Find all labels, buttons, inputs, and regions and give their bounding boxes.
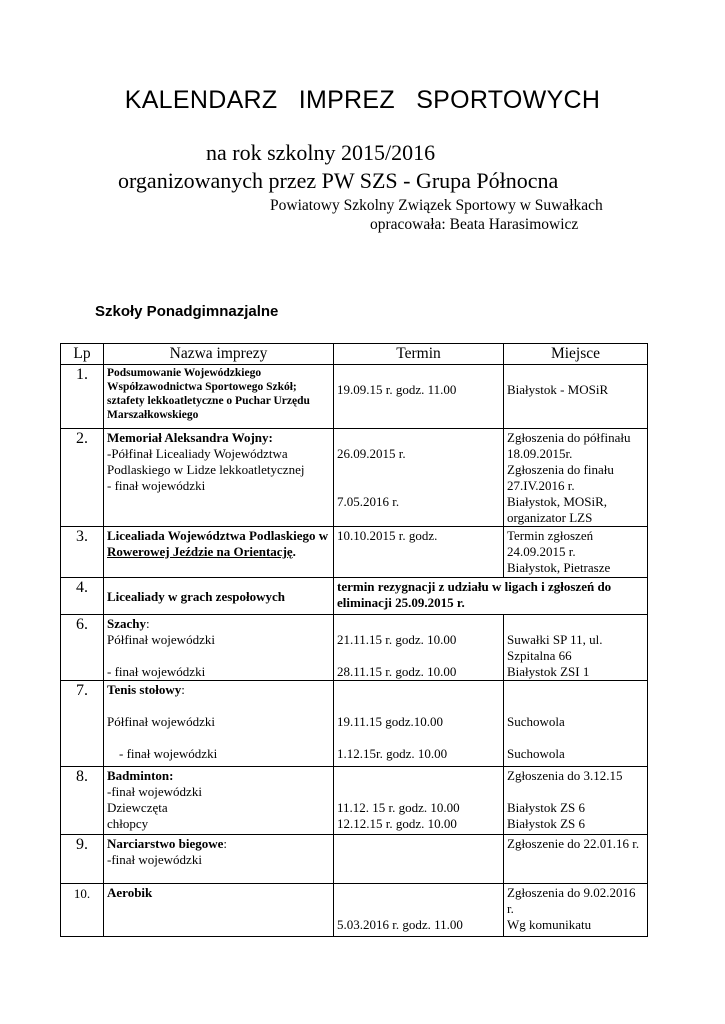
event-title-colon: :: [146, 616, 150, 631]
event-stage: Półfinał wojewódzki: [107, 632, 215, 647]
table-row: [61, 884, 648, 937]
term-value: 28.11.15 r. godz. 10.00: [337, 664, 457, 679]
place-value: Białystok, MOSiR, organizator LZS: [507, 494, 608, 525]
event-title: Licealiada Województwa Podlaskiego w: [107, 528, 329, 543]
subtitle-organizer: organizowanych przez PW SZS - Grupa Północna: [118, 168, 559, 193]
term-value: 11.12. 15 r. godz. 10.00: [337, 800, 460, 815]
event-term: [334, 884, 504, 937]
event-stage: -finał wojewódzki: [107, 784, 202, 799]
event-stage: - finał wojewódzki: [107, 478, 206, 493]
table-row: [61, 615, 648, 681]
event-title-underlined: Rowerowej Jeździe na Orientację: [107, 544, 293, 559]
event-term: [334, 429, 504, 527]
place-value: Zgłoszenia do 3.12.15: [507, 768, 623, 783]
event-place: [504, 767, 648, 835]
term-value: 19.09.15 r. godz. 11.00: [337, 382, 457, 397]
event-name: [104, 835, 334, 884]
place-value: Suchowola: [507, 746, 565, 761]
term-value: 1.12.15r. godz. 10.00: [337, 746, 448, 761]
place-value: Termin zgłoszeń 24.09.2015 r.: [507, 528, 594, 559]
table-row: [61, 767, 648, 835]
place-value: Zgłoszenia do finału 27.IV.2016 r.: [507, 462, 614, 493]
subtitle-author: opracowała: Beata Harasimowicz: [370, 216, 579, 233]
place-value: Białystok ZS 6: [507, 816, 586, 831]
place-value: Zgłoszenia do 9.02.2016 r.: [507, 885, 636, 916]
table-row: [61, 835, 648, 884]
subtitle-school-year: na rok szkolny 2015/2016: [206, 140, 436, 165]
place-value: Białystok - MOSiR: [507, 382, 609, 397]
table-row: [61, 681, 648, 767]
event-term: [334, 681, 504, 767]
event-name: [104, 615, 334, 681]
event-title: Memoriał Aleksandra Wojny:: [107, 430, 273, 445]
subtitle-association: Powiatowy Szkolny Związek Sportowy w Suwałkach: [270, 197, 603, 214]
event-stage: chłopcy: [107, 816, 149, 831]
place-value: Suchowola: [507, 714, 565, 729]
event-note: termin rezygnacji z udziału w ligach i zgłoszeń do eliminacji 25.09.2015 r.: [334, 578, 648, 615]
column-header-name: Nazwa imprezy: [104, 344, 334, 365]
row-number: 7.: [61, 681, 104, 767]
section-title: Szkoły Ponadgimnazjalne: [95, 303, 279, 320]
table-row: [61, 429, 648, 527]
event-term: [334, 365, 504, 429]
event-term: [334, 835, 504, 884]
event-place: [504, 884, 648, 937]
term-value: 5.03.2016 r. godz. 11.00: [337, 917, 463, 932]
event-place: [504, 615, 648, 681]
event-name: Licealiady w grach zespołowych: [104, 578, 334, 615]
table-row: [61, 365, 648, 429]
row-number: 4.: [61, 578, 104, 615]
column-header-lp: Lp: [61, 344, 104, 365]
event-name: [104, 527, 334, 578]
event-term: [334, 767, 504, 835]
row-number: 9.: [61, 835, 104, 884]
event-place: [504, 681, 648, 767]
place-value: Wg komunikatu: [507, 917, 592, 932]
event-stage: -Półfinał Licealiady Województwa Podlaskiego w Lidze lekkoatletycznej: [107, 446, 305, 477]
event-place: [504, 527, 648, 578]
row-number: 10.: [61, 884, 104, 937]
event-name: [104, 767, 334, 835]
event-title: Narciarstwo biegowe: [107, 836, 224, 851]
event-name: [104, 429, 334, 527]
place-value: Zgłoszenia do półfinału 18.09.2015r.: [507, 430, 631, 461]
event-name: Aerobik: [104, 884, 334, 937]
event-stage: -finał wojewódzki: [107, 852, 202, 867]
row-number: 3.: [61, 527, 104, 578]
place-value: Suwałki SP 11, ul. Szpitalna 66: [507, 632, 603, 663]
event-place: [504, 365, 648, 429]
column-header-term: Termin: [334, 344, 504, 365]
term-value: 21.11.15 r. godz. 10.00: [337, 632, 457, 647]
event-name: [104, 681, 334, 767]
row-number: 1.: [61, 365, 104, 429]
events-table: [60, 343, 648, 937]
table-row: [61, 527, 648, 578]
event-title-dot: .: [292, 544, 296, 559]
term-value: 26.09.2015 r.: [337, 446, 406, 461]
event-stage: Dziewczęta: [107, 800, 168, 815]
event-term: [334, 615, 504, 681]
event-title: Szachy: [107, 616, 146, 631]
event-title: Tenis stołowy: [107, 682, 182, 697]
event-title-colon: :: [181, 682, 185, 697]
event-place: Zgłoszenie do 22.01.16 r.: [504, 835, 648, 884]
event-title: Badminton:: [107, 768, 174, 783]
event-stage: - finał wojewódzki: [107, 664, 206, 679]
column-header-place: Miejsce: [504, 344, 648, 365]
place-value: Białystok, Pietrasze: [507, 560, 611, 575]
event-stage: Półfinał wojewódzki: [107, 714, 215, 729]
term-value: 7.05.2016 r.: [337, 494, 400, 509]
page-title: KALENDARZ IMPREZ SPORTOWYCH: [124, 86, 601, 114]
event-title-colon: :: [223, 836, 227, 851]
row-number: 6.: [61, 615, 104, 681]
term-value: 12.12.15 r. godz. 10.00: [337, 816, 457, 831]
row-number: 8.: [61, 767, 104, 835]
row-number: 2.: [61, 429, 104, 527]
event-place: [504, 429, 648, 527]
term-value: 19.11.15 godz.10.00: [337, 714, 444, 729]
event-stage: - finał wojewódzki: [119, 746, 218, 761]
table-row: [61, 578, 648, 615]
place-value: Białystok ZSI 1: [507, 664, 590, 679]
event-term: 10.10.2015 r. godz.: [334, 527, 504, 578]
event-name: Podsumowanie Wojewódzkiego Współzawodnictwa Sportowego Szkół; sztafety lekkoatletyczne o Puchar Urzędu Marszałkowskiego: [104, 365, 334, 429]
place-value: Białystok ZS 6: [507, 800, 586, 815]
table-header-row: [61, 344, 648, 365]
